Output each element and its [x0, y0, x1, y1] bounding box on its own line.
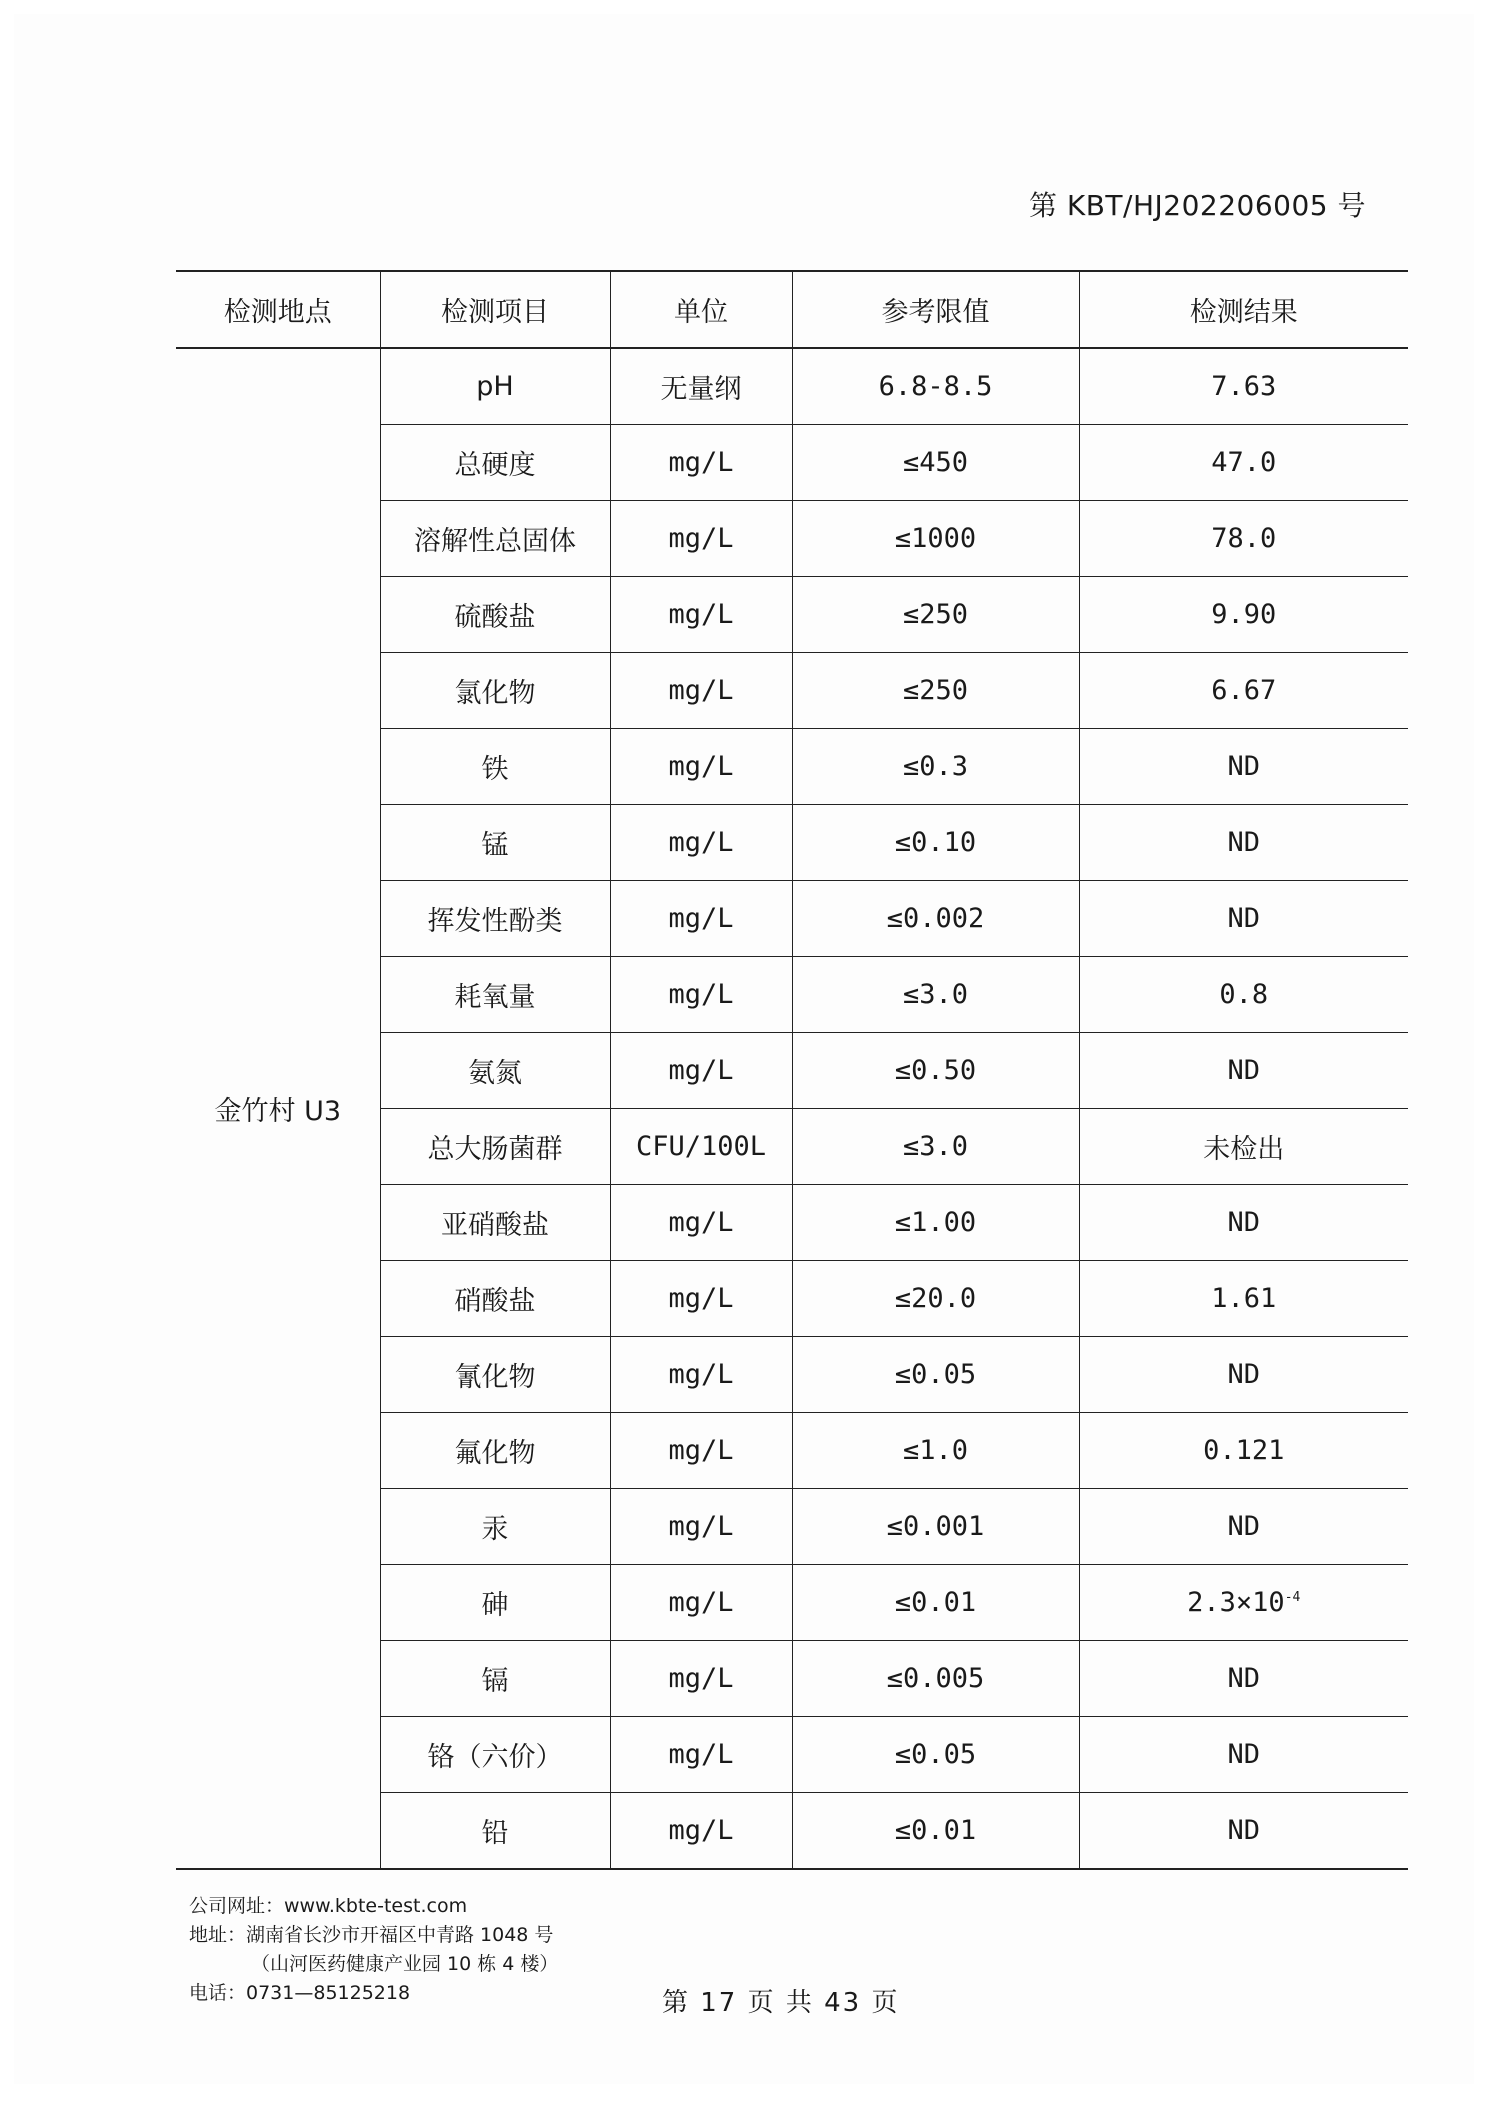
item-cell: 硝酸盐: [380, 1261, 610, 1337]
unit-cell: mg/L: [610, 1641, 792, 1717]
limit-cell: ≤0.001: [792, 1489, 1079, 1565]
result-value: 2.3×10: [1187, 1587, 1285, 1618]
result-cell: 7.63: [1079, 348, 1408, 425]
limit-cell: ≤0.005: [792, 1641, 1079, 1717]
item-cell: 氟化物: [380, 1413, 610, 1489]
unit-cell: mg/L: [610, 1033, 792, 1109]
result-cell: ND: [1079, 805, 1408, 881]
unit-cell: mg/L: [610, 425, 792, 501]
limit-cell: ≤3.0: [792, 1109, 1079, 1185]
item-cell: 氰化物: [380, 1337, 610, 1413]
column-header-limit: 参考限值: [792, 271, 1079, 348]
company-address: 地址：湖南省长沙市开福区中青路 1048 号: [189, 1924, 554, 1946]
unit-cell: mg/L: [610, 1337, 792, 1413]
limit-cell: ≤0.01: [792, 1793, 1079, 1870]
result-cell: 未检出: [1079, 1109, 1408, 1185]
item-cell: 铅: [380, 1793, 610, 1870]
limit-cell: ≤1.00: [792, 1185, 1079, 1261]
item-cell: 铬（六价）: [380, 1717, 610, 1793]
limit-cell: ≤20.0: [792, 1261, 1079, 1337]
item-cell: 砷: [380, 1565, 610, 1641]
limit-cell: ≤0.05: [792, 1717, 1079, 1793]
unit-cell: mg/L: [610, 1185, 792, 1261]
item-cell: 挥发性酚类: [380, 881, 610, 957]
table-header-row: [176, 271, 1408, 348]
test-results-table: [176, 270, 1408, 1870]
item-cell: 氨氮: [380, 1033, 610, 1109]
result-cell: 47.0: [1079, 425, 1408, 501]
limit-cell: ≤0.3: [792, 729, 1079, 805]
item-cell: 氯化物: [380, 653, 610, 729]
result-cell: ND: [1079, 1793, 1408, 1870]
unit-cell: mg/L: [610, 1489, 792, 1565]
company-phone: 电话：0731—85125218: [189, 1982, 411, 2004]
unit-cell: mg/L: [610, 577, 792, 653]
unit-cell: CFU/100L: [610, 1109, 792, 1185]
unit-cell: mg/L: [610, 805, 792, 881]
unit-cell: mg/L: [610, 653, 792, 729]
item-cell: 亚硝酸盐: [380, 1185, 610, 1261]
result-cell: ND: [1079, 1185, 1408, 1261]
limit-cell: 6.8-8.5: [792, 348, 1079, 425]
limit-cell: ≤250: [792, 653, 1079, 729]
result-cell: ND: [1079, 1641, 1408, 1717]
item-cell: 镉: [380, 1641, 610, 1717]
limit-cell: ≤0.10: [792, 805, 1079, 881]
limit-cell: ≤450: [792, 425, 1079, 501]
result-cell: 0.8: [1079, 957, 1408, 1033]
item-cell: 溶解性总固体: [380, 501, 610, 577]
table-row: [176, 348, 1408, 425]
unit-cell: mg/L: [610, 1717, 792, 1793]
limit-cell: ≤3.0: [792, 957, 1079, 1033]
result-cell: ND: [1079, 881, 1408, 957]
item-cell: 总硬度: [380, 425, 610, 501]
unit-cell: mg/L: [610, 881, 792, 957]
result-exponent: -4: [1284, 1590, 1301, 1605]
unit-cell: mg/L: [610, 1261, 792, 1337]
item-cell: 汞: [380, 1489, 610, 1565]
column-header-unit: 单位: [610, 271, 792, 348]
unit-cell: mg/L: [610, 1413, 792, 1489]
item-cell: 总大肠菌群: [380, 1109, 610, 1185]
result-cell: ND: [1079, 729, 1408, 805]
limit-cell: ≤0.50: [792, 1033, 1079, 1109]
limit-cell: ≤1000: [792, 501, 1079, 577]
limit-cell: ≤0.002: [792, 881, 1079, 957]
result-cell: 9.90: [1079, 577, 1408, 653]
company-website: 公司网址：www.kbte-test.com: [189, 1895, 468, 1917]
column-header-location: 检测地点: [176, 271, 380, 348]
unit-cell: mg/L: [610, 1793, 792, 1870]
result-cell: ND: [1079, 1337, 1408, 1413]
result-cell: 1.61: [1079, 1261, 1408, 1337]
result-cell: [1079, 1565, 1408, 1641]
limit-cell: ≤1.0: [792, 1413, 1079, 1489]
unit-cell: mg/L: [610, 729, 792, 805]
footer-contact: [189, 1892, 558, 2008]
item-cell: 锰: [380, 805, 610, 881]
company-address-detail: （山河医药健康产业园 10 栋 4 楼）: [251, 1953, 559, 1975]
item-cell: 铁: [380, 729, 610, 805]
column-header-result: 检测结果: [1079, 271, 1408, 348]
document-page: [14, 14, 1474, 2084]
result-cell: 0.121: [1079, 1413, 1408, 1489]
report-number: 第 KBT/HJ202206005 号: [1028, 189, 1366, 222]
unit-cell: 无量纲: [610, 348, 792, 425]
page-number: 第 17 页 共 43 页: [662, 1988, 900, 2018]
unit-cell: mg/L: [610, 501, 792, 577]
result-cell: ND: [1079, 1717, 1408, 1793]
limit-cell: ≤0.01: [792, 1565, 1079, 1641]
result-cell: 6.67: [1079, 653, 1408, 729]
location-cell: 金竹村 U3: [176, 348, 380, 1869]
column-header-item: 检测项目: [380, 271, 610, 348]
result-cell: ND: [1079, 1489, 1408, 1565]
result-cell: ND: [1079, 1033, 1408, 1109]
item-cell: 耗氧量: [380, 957, 610, 1033]
item-cell: 硫酸盐: [380, 577, 610, 653]
item-cell: pH: [380, 348, 610, 425]
limit-cell: ≤0.05: [792, 1337, 1079, 1413]
unit-cell: mg/L: [610, 957, 792, 1033]
result-cell: 78.0: [1079, 501, 1408, 577]
limit-cell: ≤250: [792, 577, 1079, 653]
unit-cell: mg/L: [610, 1565, 792, 1641]
